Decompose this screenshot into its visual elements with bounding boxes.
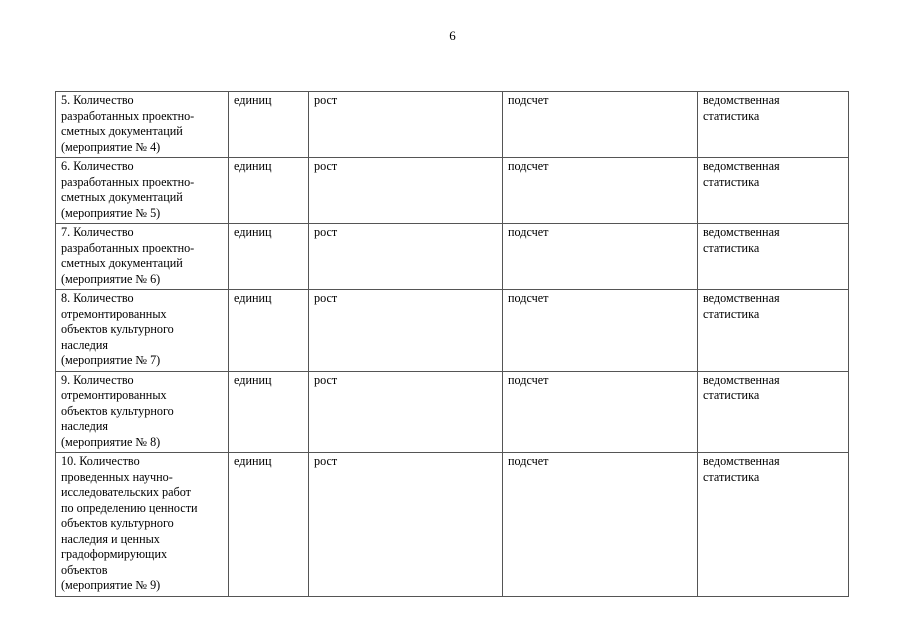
direction-cell: рост <box>309 224 503 290</box>
direction-cell: рост <box>309 92 503 158</box>
table-row <box>56 453 849 597</box>
method-cell: подсчет <box>503 92 698 158</box>
table-row <box>56 158 849 224</box>
source-cell: ведомственная статистика <box>698 158 849 224</box>
source-cell: ведомственная статистика <box>698 371 849 453</box>
direction-cell: рост <box>309 371 503 453</box>
direction-cell: рост <box>309 158 503 224</box>
method-cell: подсчет <box>503 158 698 224</box>
unit-cell: единиц <box>229 158 309 224</box>
source-cell: ведомственная статистика <box>698 92 849 158</box>
unit-cell: единиц <box>229 224 309 290</box>
indicator-cell: 10. Количество проведенных научно- исследовательских работ по определению ценности объектов культурного наследия и ценных градоформирующих объектов (мероприятие № 9) <box>56 453 229 597</box>
indicator-cell: 5. Количество разработанных проектно- сметных документаций (мероприятие № 4) <box>56 92 229 158</box>
indicator-cell: 9. Количество отремонтированных объектов культурного наследия (мероприятие № 8) <box>56 371 229 453</box>
source-cell: ведомственная статистика <box>698 290 849 372</box>
method-cell: подсчет <box>503 453 698 597</box>
direction-cell: рост <box>309 453 503 597</box>
source-cell: ведомственная статистика <box>698 224 849 290</box>
unit-cell: единиц <box>229 92 309 158</box>
unit-cell: единиц <box>229 453 309 597</box>
table-row <box>56 290 849 372</box>
unit-cell: единиц <box>229 290 309 372</box>
method-cell: подсчет <box>503 290 698 372</box>
direction-cell: рост <box>309 290 503 372</box>
method-cell: подсчет <box>503 224 698 290</box>
page-number: 6 <box>449 28 456 43</box>
table-row <box>56 371 849 453</box>
table-row <box>56 92 849 158</box>
indicator-cell: 6. Количество разработанных проектно- сметных документаций (мероприятие № 5) <box>56 158 229 224</box>
source-cell: ведомственная статистика <box>698 453 849 597</box>
table-row <box>56 224 849 290</box>
method-cell: подсчет <box>503 371 698 453</box>
indicators-table <box>55 91 849 597</box>
indicator-cell: 7. Количество разработанных проектно- сметных документаций (мероприятие № 6) <box>56 224 229 290</box>
indicator-cell: 8. Количество отремонтированных объектов культурного наследия (мероприятие № 7) <box>56 290 229 372</box>
unit-cell: единиц <box>229 371 309 453</box>
